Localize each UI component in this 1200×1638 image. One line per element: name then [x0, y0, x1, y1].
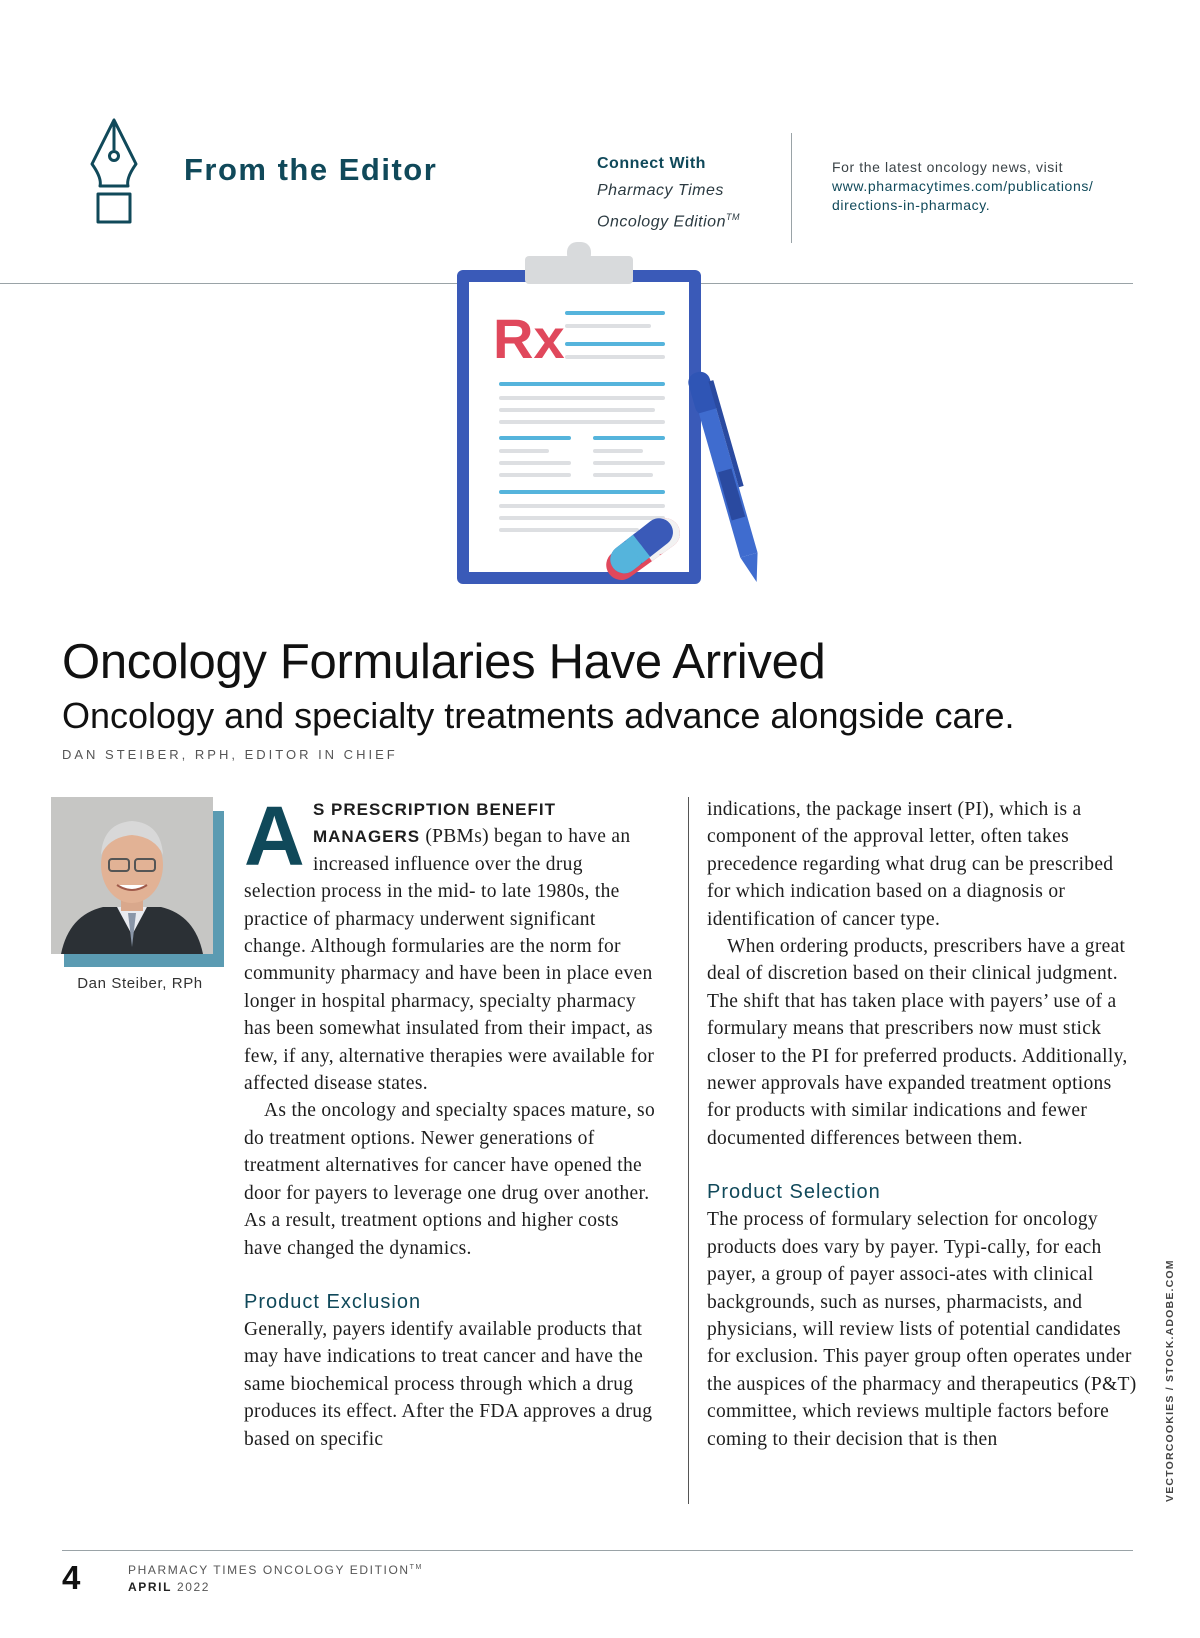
section-title: From the Editor	[184, 152, 438, 187]
header-divider	[791, 133, 792, 243]
author-photo	[51, 797, 213, 954]
paragraph: indications, the package insert (PI), which is a component of the approval letter, often takes precedence regarding what drug can be prescribed for which indication based on a diagnosis or identification of cancer type.	[707, 799, 1114, 930]
article-column-left	[244, 789, 659, 1453]
rx-symbol: Rx	[493, 307, 565, 370]
prescription-clipboard-icon	[455, 240, 785, 600]
lead-paragraph: A S PRESCRIPTION BENEFIT MANAGERS (PBMs) began to have an increased influence over the drug selection process in the mid- to late 1980s, the practice of pharmacy underwent significant change. Although formularies are the norm for community pharmacy and have been in place even longer in hospital pharmacy, specialty pharmacy has been somewhat insulated from their impact, as few, if any, alternative therapies were available for affected disease states.	[244, 789, 655, 1095]
lead-in-caps: S PRESCRIPTION BENEFIT MANAGERS	[312, 800, 556, 847]
connect-with-block	[597, 150, 777, 235]
issue-date: APRIL 2022	[128, 1580, 211, 1594]
latest-news-text: For the latest oncology news, visit	[832, 159, 1064, 175]
latest-news-url-line2[interactable]: directions-in-pharmacy.	[832, 197, 991, 213]
trademark-mark: TM	[409, 1564, 423, 1571]
connect-publication-line2: Oncology Edition™	[597, 212, 740, 231]
connect-heading: Connect With	[597, 155, 706, 172]
page-number: 4	[62, 1559, 81, 1596]
fountain-pen-nib-icon	[86, 118, 142, 224]
article-column-right	[707, 796, 1137, 1453]
subhead-product-selection: Product Selection	[707, 1181, 881, 1204]
article-subheadline: Oncology and specialty treatments advance alongside care.	[62, 695, 1015, 736]
article-headline: Oncology Formularies Have Arrived	[62, 635, 826, 689]
latest-news-note	[832, 158, 1152, 215]
paragraph: The process of formulary selection for oncology products does vary by payer. Typi-cally, for each payer, a group of payer associ-ates with clinical backgrounds, such as nurses, pharmacists, and physicians, will review lists of potential candidates for exclusion. This payer group often operates under the auspices of the pharmacy and therapeutics (P&T) committee, which reviews multiple factors before coming to their decision that is then	[707, 1209, 1137, 1450]
paragraph: As the oncology and specialty spaces mature, so do treatment options. Newer generations of treatment alternatives for cancer have opened the door for payers to leverage one drug over another. As a result, treatment options and higher costs have changed the dynamics.	[244, 1100, 655, 1259]
latest-news-url-line1[interactable]: www.pharmacytimes.com/publications/	[832, 178, 1094, 194]
connect-publication-line1: Pharmacy Times	[597, 182, 724, 199]
column-divider	[688, 797, 689, 1504]
publication-name: PHARMACY TIMES ONCOLOGY EDITION™	[128, 1563, 423, 1577]
paragraph: When ordering products, prescribers have a great deal of discretion based on their clinical judgment. The shift that has taken place with payers’ use of a formulary means that prescribers now must stick closer to the PI for preferred products. Additionally, newer approvals have expanded treatment options for products with similar indications and fewer documented differences between them.	[707, 936, 1128, 1149]
paragraph: Generally, payers identify available products that may have indications to treat cancer and have the same biochemical process through which a drug produces its effect. After the FDA approves a drug based on specific	[244, 1318, 653, 1450]
article-byline: DAN STEIBER, RPH, EDITOR IN CHIEF	[62, 747, 398, 762]
author-photo-caption: Dan Steiber, RPh	[77, 975, 203, 992]
trademark-mark: TM	[725, 212, 740, 222]
subhead-product-exclusion: Product Exclusion	[244, 1290, 422, 1313]
image-credit: VECTORCOOKIES / STOCK.ADOBE.COM	[1164, 1259, 1176, 1502]
footer-rule	[62, 1550, 1133, 1551]
drop-cap: A	[244, 789, 305, 883]
